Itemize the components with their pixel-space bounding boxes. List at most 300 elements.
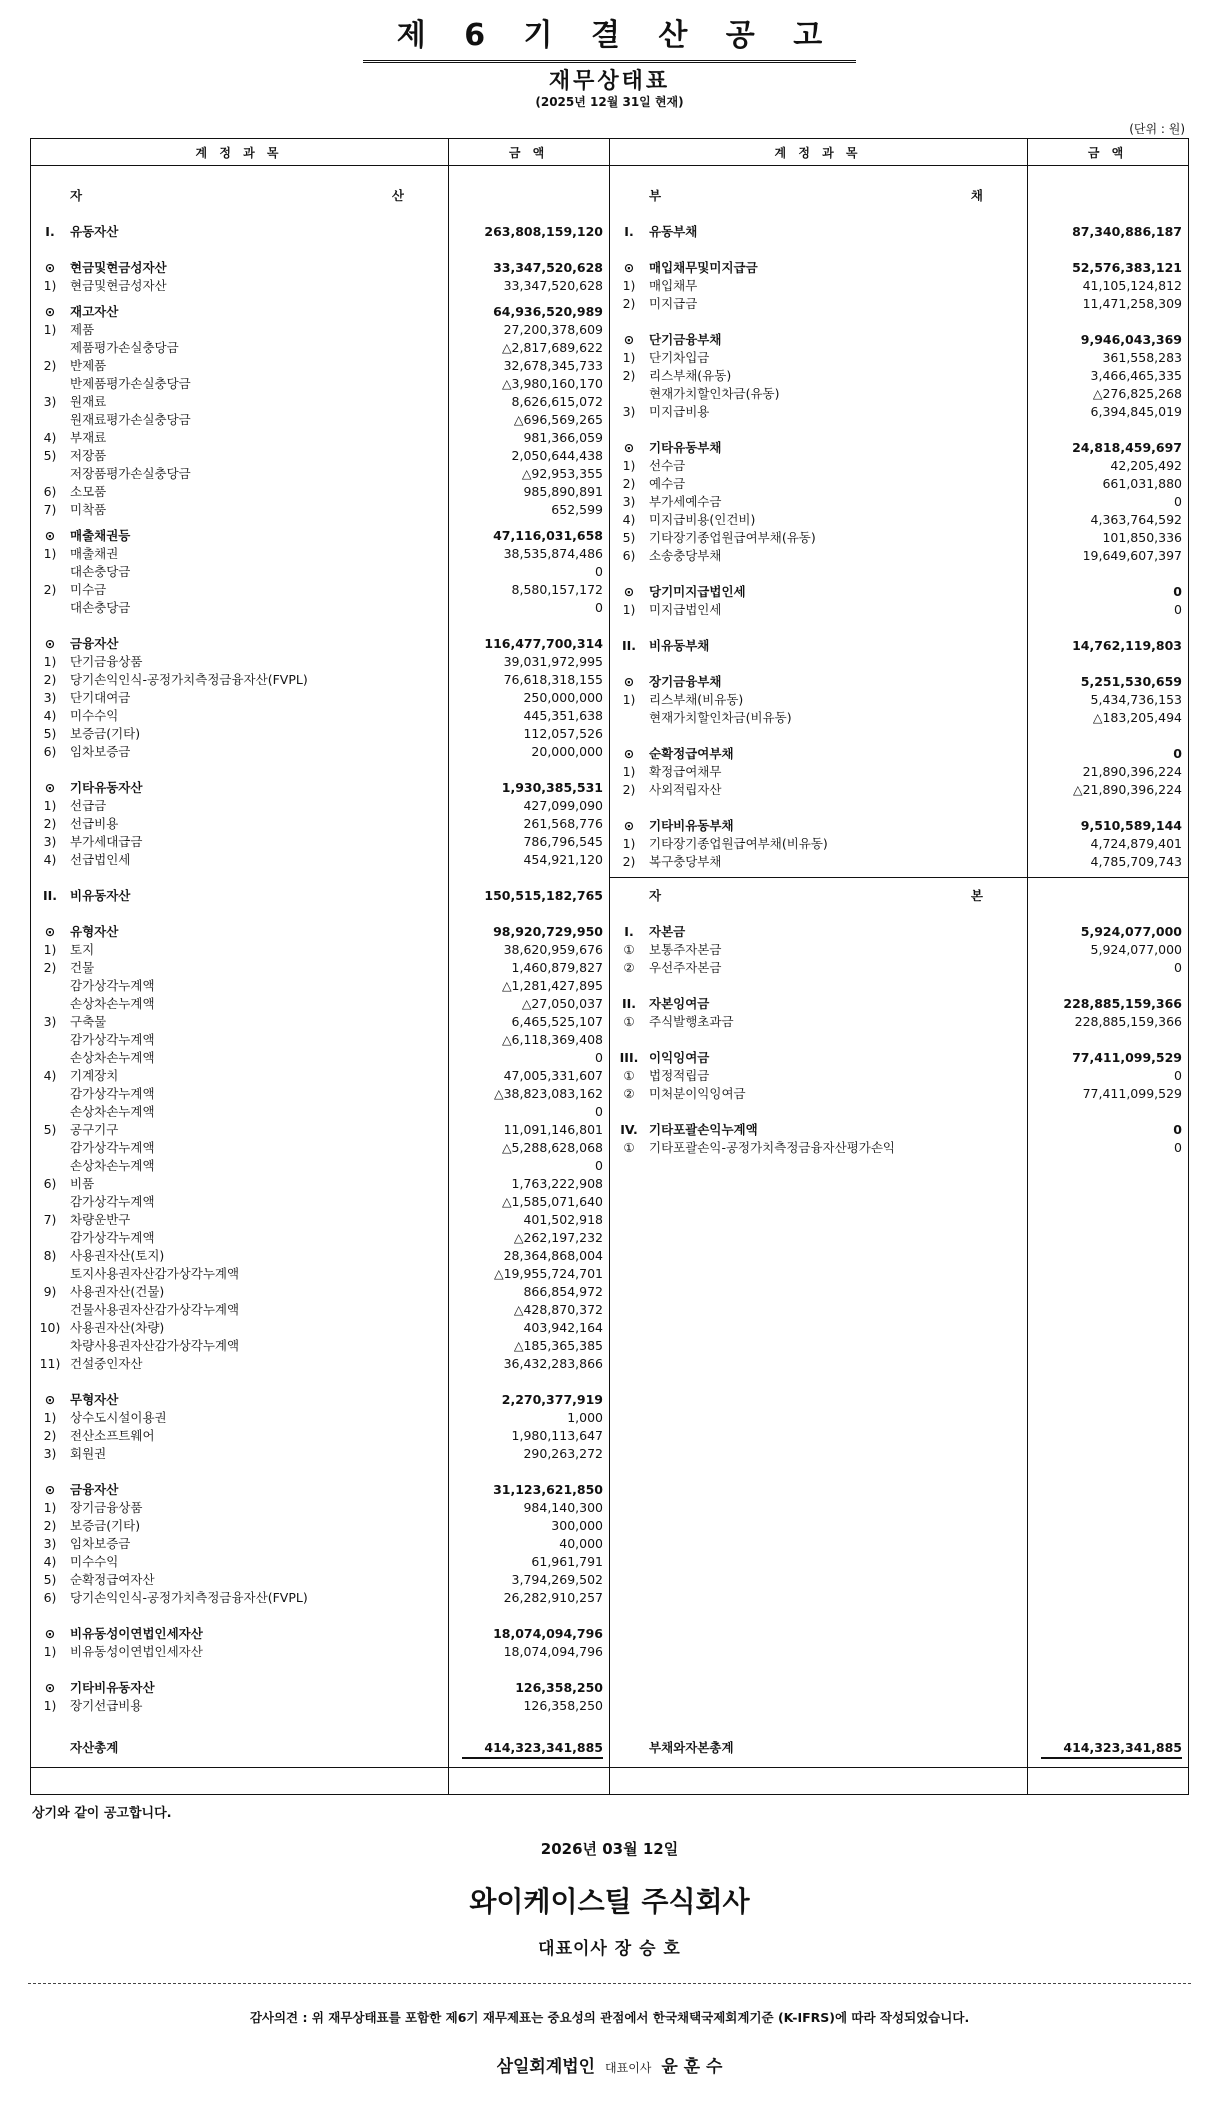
right-row: [609, 529, 1188, 547]
account-amount: △38,823,083,162: [493, 1086, 603, 1101]
left-row: [30, 321, 609, 339]
left-row: [30, 1535, 609, 1553]
account-amount: 866,854,972: [523, 1284, 603, 1299]
account-name: 건설중인자산: [70, 1356, 143, 1371]
right-row: [609, 1049, 1188, 1067]
statement-title: 재무상태표: [548, 69, 671, 94]
row-number: 5): [43, 1572, 57, 1587]
account-amount: 76,618,318,155: [503, 672, 603, 687]
row-number: 1): [43, 1698, 57, 1713]
ceo-name: 대표이사 장 승 호: [538, 1939, 681, 1959]
right-row: [609, 493, 1188, 511]
account-amount: 3,794,269,502: [511, 1572, 603, 1587]
account-amount: 47,116,031,658: [493, 528, 603, 543]
account-name: 단기차입금: [649, 350, 710, 365]
row-number: 3): [43, 1014, 57, 1029]
account-name: 부재료: [70, 430, 107, 445]
left-row: [30, 1013, 609, 1031]
account-name: 제품: [70, 322, 95, 337]
account-amount: 126,358,250: [515, 1680, 603, 1695]
account-name: 대손충당금: [70, 564, 131, 579]
row-number: ⊙: [44, 1392, 56, 1407]
header-divider: [30, 165, 1189, 166]
left-row: [30, 797, 609, 815]
right-row: [609, 673, 1188, 691]
left-row: [30, 1031, 609, 1049]
left-row: [30, 259, 609, 277]
account-name: 자산총계: [70, 1740, 119, 1755]
right-row: [609, 403, 1188, 421]
left-row: [30, 671, 609, 689]
account-name: 금융자산: [70, 1482, 119, 1497]
account-amount: 4,363,764,592: [1090, 512, 1182, 527]
balance-sheet-table: [30, 138, 1189, 1795]
account-name: 장기금융상품: [70, 1500, 143, 1515]
right-row: [609, 1139, 1188, 1157]
account-amount: 290,263,272: [523, 1446, 603, 1461]
account-amount: 0: [595, 1050, 603, 1065]
left-row: [30, 357, 609, 375]
account-amount: 28,364,868,004: [503, 1248, 603, 1263]
row-number: 3): [43, 834, 57, 849]
left-row: [30, 995, 609, 1013]
row-number: ①: [623, 1140, 635, 1155]
account-amount: 21,890,396,224: [1082, 764, 1182, 779]
account-amount: 0: [595, 1158, 603, 1173]
row-number: ①: [623, 1068, 635, 1083]
account-name: 손상차손누계액: [70, 1158, 155, 1173]
right-row: [609, 367, 1188, 385]
row-number: I.: [624, 224, 634, 239]
account-amount: 52,576,383,121: [1072, 260, 1182, 275]
account-amount: △92,953,355: [521, 466, 603, 481]
row-number: ⊙: [44, 1482, 56, 1497]
account-name: 기타비유동부채: [649, 818, 734, 833]
account-amount: 19,649,607,397: [1082, 548, 1182, 563]
row-number: 4): [43, 1554, 57, 1569]
account-name: 기타포괄손익누계액: [649, 1122, 758, 1137]
row-number: 5): [43, 1122, 57, 1137]
row-number: 6): [43, 484, 57, 499]
account-name: 매입채무및미지급금: [649, 260, 758, 275]
account-name: 부 채: [649, 188, 983, 203]
account-name: 선급비용: [70, 816, 119, 831]
account-amount: 228,885,159,366: [1074, 1014, 1182, 1029]
account-name: 손상차손누계액: [70, 996, 155, 1011]
account-name: 금융자산: [70, 636, 119, 651]
account-name: 순확정급여부채: [649, 746, 734, 761]
left-row: [30, 1739, 609, 1757]
row-number: ⊙: [44, 636, 56, 651]
account-name: 공구기구: [70, 1122, 119, 1137]
account-name: 단기대여금: [70, 690, 131, 705]
left-row: [30, 1643, 609, 1661]
account-name: 제품평가손실충당금: [70, 340, 179, 355]
row-number: 3): [43, 394, 57, 409]
left-row: [30, 1589, 609, 1607]
account-name: 상수도시설이용권: [70, 1410, 167, 1425]
total-divider: [30, 1767, 1189, 1768]
right-row: [609, 959, 1188, 977]
account-amount: 64,936,520,989: [493, 304, 603, 319]
account-amount: 77,411,099,529: [1072, 1050, 1182, 1065]
account-name: 소모품: [70, 484, 107, 499]
account-name: 부채와자본총계: [649, 1740, 734, 1755]
account-name: 리스부채(유동): [649, 368, 732, 383]
col-header-account-left: 계 정 과 목: [195, 146, 283, 160]
left-row: [30, 375, 609, 393]
account-name: 매출채권: [70, 546, 119, 561]
account-amount: 112,057,526: [523, 726, 603, 741]
account-amount: 661,031,880: [1102, 476, 1182, 491]
account-amount: 27,200,378,609: [503, 322, 603, 337]
account-amount: 33,347,520,628: [493, 260, 603, 275]
left-row: [30, 393, 609, 411]
row-number: 1): [43, 278, 57, 293]
account-name: 손상차손누계액: [70, 1050, 155, 1065]
row-number: 2): [622, 368, 636, 383]
account-name: 유동자산: [70, 224, 119, 239]
row-number: 1): [622, 764, 636, 779]
account-name: 미착품: [70, 502, 107, 517]
left-row: [30, 635, 609, 653]
left-row: [30, 941, 609, 959]
left-row: [30, 1499, 609, 1517]
account-amount: 981,366,059: [523, 430, 603, 445]
account-name: 손상차손누계액: [70, 1104, 155, 1119]
col-header-amount-left: 금 액: [508, 146, 549, 160]
unit-label: (단위 : 원): [1129, 122, 1185, 136]
account-amount: 31,123,621,850: [493, 1482, 603, 1497]
row-number: 5): [622, 530, 636, 545]
left-row: [30, 977, 609, 995]
account-amount: 0: [595, 1104, 603, 1119]
left-row: [30, 1445, 609, 1463]
account-name: 구축물: [70, 1014, 107, 1029]
right-row: [609, 1067, 1188, 1085]
account-name: 매입채무: [649, 278, 698, 293]
account-name: 기타장기종업원급여부채(유동): [649, 530, 816, 545]
row-number: 2): [43, 582, 57, 597]
row-number: 4): [43, 1068, 57, 1083]
left-row: [30, 1571, 609, 1589]
left-row: [30, 1283, 609, 1301]
row-number: 6): [43, 744, 57, 759]
row-number: 4): [43, 852, 57, 867]
account-name: 비유동성이연법인세자산: [70, 1626, 203, 1641]
account-amount: △428,870,372: [513, 1302, 603, 1317]
account-name: 임차보증금: [70, 744, 131, 759]
account-amount: 38,535,874,486: [503, 546, 603, 561]
account-amount: 0: [1174, 1068, 1182, 1083]
row-number: 7): [43, 1212, 57, 1227]
row-number: 1): [43, 1500, 57, 1515]
account-name: 저장품평가손실충당금: [70, 466, 191, 481]
right-row: [609, 817, 1188, 835]
row-number: 1): [43, 1410, 57, 1425]
account-amount: 1,460,879,827: [511, 960, 603, 975]
row-number: 2): [622, 296, 636, 311]
account-amount: 300,000: [551, 1518, 603, 1533]
account-amount: 8,626,615,072: [511, 394, 603, 409]
announcement-title-wrap: [0, 10, 1219, 63]
account-name: 전산소프트웨어: [70, 1428, 155, 1443]
account-amount: 41,105,124,812: [1082, 278, 1182, 293]
account-amount: 18,074,094,796: [493, 1626, 603, 1641]
account-amount: 33,347,520,628: [503, 278, 603, 293]
account-name: 현재가치할인차금(유동): [649, 386, 780, 401]
left-row: [30, 815, 609, 833]
account-name: 선급금: [70, 798, 107, 813]
left-row: [30, 1139, 609, 1157]
account-name: 단기금융상품: [70, 654, 143, 669]
right-row: [609, 1739, 1188, 1757]
account-amount: 445,351,638: [523, 708, 603, 723]
auditor-name: 윤 훈 수: [661, 2057, 723, 2077]
row-number: 8): [43, 1248, 57, 1263]
account-name: 단기금융부채: [649, 332, 722, 347]
account-name: 기타유동자산: [70, 780, 143, 795]
account-name: 감가상각누계액: [70, 1194, 155, 1209]
row-number: ⊙: [623, 440, 635, 455]
account-amount: 1,930,385,531: [501, 780, 603, 795]
left-row: [30, 1517, 609, 1535]
account-name: 자 산: [70, 188, 404, 203]
row-number: 3): [622, 404, 636, 419]
account-amount: △1,585,071,640: [501, 1194, 603, 1209]
right-row: [609, 853, 1188, 871]
account-name: 선급법인세: [70, 852, 131, 867]
account-name: 순확정급여자산: [70, 1572, 155, 1587]
left-row: [30, 411, 609, 429]
left-row: [30, 887, 609, 905]
left-row: [30, 581, 609, 599]
account-amount: 20,000,000: [531, 744, 603, 759]
account-amount: 98,920,729,950: [493, 924, 603, 939]
right-row: [609, 583, 1188, 601]
left-row: [30, 223, 609, 241]
account-name: 현재가치할인차금(비유동): [649, 710, 792, 725]
account-amount: △1,281,427,895: [501, 978, 603, 993]
col-header-account-right: 계 정 과 목: [774, 146, 862, 160]
account-amount: △696,569,265: [513, 412, 603, 427]
row-number: ⊙: [44, 528, 56, 543]
right-row: [609, 1085, 1188, 1103]
account-name: 확정급여채무: [649, 764, 722, 779]
left-row: [30, 1337, 609, 1355]
account-name: 무형자산: [70, 1392, 119, 1407]
right-row: [609, 277, 1188, 295]
account-amount: 1,980,113,647: [511, 1428, 603, 1443]
right-row: [609, 259, 1188, 277]
left-row: [30, 1481, 609, 1499]
left-row: [30, 653, 609, 671]
account-amount: 2,270,377,919: [501, 1392, 603, 1407]
row-number: 1): [622, 350, 636, 365]
account-amount: 5,434,736,153: [1090, 692, 1182, 707]
account-amount: 228,885,159,366: [1063, 996, 1182, 1011]
account-amount: △276,825,268: [1092, 386, 1182, 401]
account-amount: 0: [595, 600, 603, 615]
account-name: 기타장기종업원급여부채(비유동): [649, 836, 828, 851]
account-name: 기타비유동자산: [70, 1680, 155, 1695]
account-amount: 5,251,530,659: [1080, 674, 1182, 689]
account-name: 감가상각누계액: [70, 978, 155, 993]
account-name: 미지급금: [649, 296, 698, 311]
account-amount: 14,762,119,803: [1072, 638, 1182, 653]
row-number: 1): [622, 692, 636, 707]
liab-equity-divider: [609, 877, 1189, 878]
account-amount: 0: [1174, 602, 1182, 617]
left-row: [30, 1409, 609, 1427]
right-row: [609, 995, 1188, 1013]
account-name: 원재료: [70, 394, 107, 409]
row-number: ⊙: [44, 260, 56, 275]
account-amount: 61,961,791: [531, 1554, 603, 1569]
account-name: 복구충당부채: [649, 854, 722, 869]
row-number: 2): [43, 960, 57, 975]
account-name: 사용권자산(건물): [70, 1284, 165, 1299]
row-number: 5): [43, 726, 57, 741]
left-row: [30, 501, 609, 519]
left-row: [30, 725, 609, 743]
left-row: [30, 277, 609, 295]
right-row: [609, 385, 1188, 403]
row-number: III.: [619, 1050, 639, 1065]
account-amount: 403,942,164: [523, 1320, 603, 1335]
account-amount: 250,000,000: [523, 690, 603, 705]
left-row: [30, 1229, 609, 1247]
left-row: [30, 1103, 609, 1121]
account-name: 매출채권등: [70, 528, 131, 543]
account-name: 이익잉여금: [649, 1050, 710, 1065]
right-row: [609, 835, 1188, 853]
row-number: ⊙: [44, 1680, 56, 1695]
dashed-separator: [28, 1983, 1191, 1984]
account-amount: 8,580,157,172: [511, 582, 603, 597]
account-name: 건물사용권자산감가상각누계액: [70, 1302, 240, 1317]
account-name: 소송충당부채: [649, 548, 722, 563]
account-amount: 11,471,258,309: [1082, 296, 1182, 311]
row-number: ⊙: [623, 260, 635, 275]
left-row: [30, 959, 609, 977]
row-number: ⊙: [623, 674, 635, 689]
account-name: 기타포괄손익-공정가치측정금융자산평가손익: [649, 1140, 896, 1155]
account-name: 반제품평가손실충당금: [70, 376, 191, 391]
account-amount: 24,818,459,697: [1072, 440, 1182, 455]
row-number: II.: [621, 996, 637, 1011]
row-number: ⊙: [44, 924, 56, 939]
account-name: 원재료평가손실충당금: [70, 412, 191, 427]
account-name: 건물: [70, 960, 95, 975]
left-row: [30, 527, 609, 545]
account-amount: 427,099,090: [523, 798, 603, 813]
row-number: ⊙: [623, 332, 635, 347]
left-row: [30, 689, 609, 707]
left-row: [30, 851, 609, 869]
account-amount: 126,358,250: [523, 1698, 603, 1713]
left-row: [30, 1265, 609, 1283]
right-row: [609, 887, 1188, 905]
account-name: 장기금융부채: [649, 674, 722, 689]
row-number: 1): [622, 458, 636, 473]
left-row: [30, 429, 609, 447]
account-name: 부가세대급금: [70, 834, 143, 849]
account-amount: 1,000: [567, 1410, 603, 1425]
col-header-amount-right: 금 액: [1087, 146, 1128, 160]
account-amount: 786,796,545: [523, 834, 603, 849]
left-row: [30, 923, 609, 941]
account-name: 자 본: [649, 888, 983, 903]
row-number: ⊙: [44, 780, 56, 795]
account-amount: 984,140,300: [523, 1500, 603, 1515]
account-name: 미처분이익잉여금: [649, 1086, 746, 1101]
row-number: 2): [622, 782, 636, 797]
left-row: [30, 743, 609, 761]
account-amount: 0: [595, 564, 603, 579]
account-amount: 414,323,341,885: [1041, 1739, 1182, 1759]
account-name: 보증금(기타): [70, 726, 141, 741]
account-name: 유동부채: [649, 224, 698, 239]
account-amount: 11,091,146,801: [503, 1122, 603, 1137]
account-name: 미수금: [70, 582, 107, 597]
row-number: II.: [621, 638, 637, 653]
account-amount: △2,817,689,622: [501, 340, 603, 355]
left-row: [30, 1157, 609, 1175]
account-name: 현금및현금성자산: [70, 260, 167, 275]
row-number: ①: [623, 942, 635, 957]
left-row: [30, 545, 609, 563]
row-number: 7): [43, 502, 57, 517]
account-name: 차량운반구: [70, 1212, 131, 1227]
left-row: [30, 563, 609, 581]
account-name: 비유동성이연법인세자산: [70, 1644, 203, 1659]
row-number: 9): [43, 1284, 57, 1299]
left-row: [30, 1553, 609, 1571]
account-amount: 361,558,283: [1102, 350, 1182, 365]
account-amount: 3,466,465,335: [1090, 368, 1182, 383]
right-row: [609, 763, 1188, 781]
account-amount: 32,678,345,733: [503, 358, 603, 373]
row-number: 1): [622, 836, 636, 851]
row-number: IV.: [620, 1122, 638, 1137]
account-name: 반제품: [70, 358, 107, 373]
account-amount: 116,477,700,314: [484, 636, 603, 651]
row-number: ①: [623, 1014, 635, 1029]
right-row: [609, 331, 1188, 349]
left-row: [30, 1049, 609, 1067]
row-number: 1): [43, 1644, 57, 1659]
row-number: 6): [43, 1590, 57, 1605]
account-amount: 42,205,492: [1110, 458, 1182, 473]
account-amount: 5,924,077,000: [1080, 924, 1182, 939]
row-number: 2): [622, 476, 636, 491]
statement-date: (2025년 12월 31일 현재): [535, 95, 684, 109]
row-number: 1): [43, 798, 57, 813]
account-name: 예수금: [649, 476, 686, 491]
account-amount: △5,288,628,068: [501, 1140, 603, 1155]
row-number: 1): [622, 278, 636, 293]
row-number: 1): [43, 654, 57, 669]
row-number: 1): [43, 546, 57, 561]
right-row: [609, 349, 1188, 367]
account-amount: △19,955,724,701: [493, 1266, 603, 1281]
row-number: 3): [622, 494, 636, 509]
company-name: 와이케이스틸 주식회사: [469, 1885, 750, 1918]
account-name: 기계장치: [70, 1068, 119, 1083]
row-number: 1): [622, 602, 636, 617]
account-amount: 9,946,043,369: [1080, 332, 1182, 347]
